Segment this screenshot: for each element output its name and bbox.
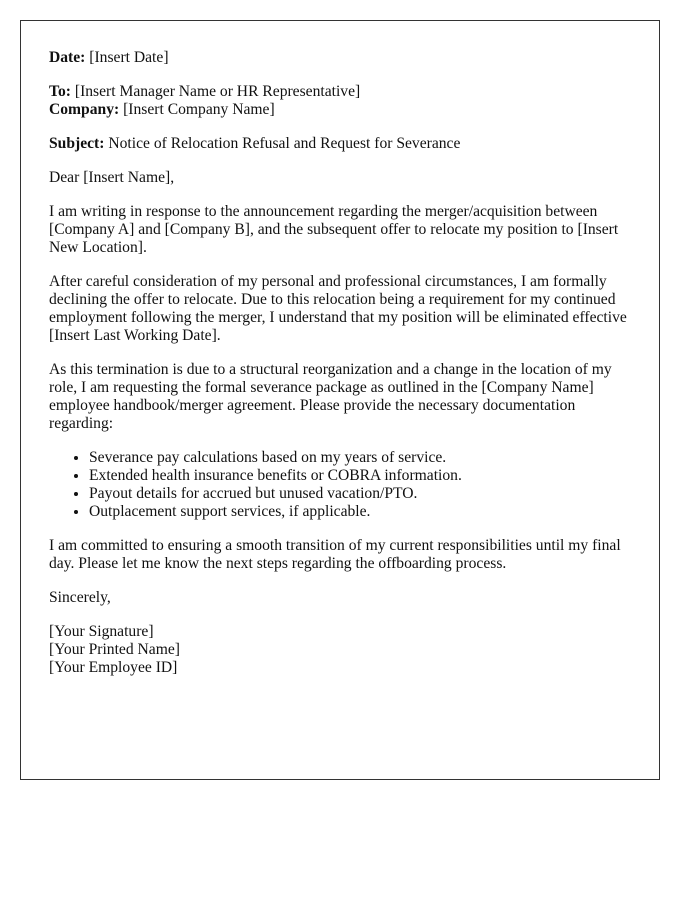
printed-name-line: [Your Printed Name] (49, 641, 180, 658)
subject-line (49, 135, 631, 153)
request-list-item: • Severance pay calculations based on my years of service. (89, 449, 631, 467)
body-paragraph-3: As this termination is due to a structural reorganization and a change in the location of my role, I am requesting the formal severance package as outlined in the [Company Name] employee handbook/merger agreement. Please provide the necessary documentation regarding: (49, 361, 612, 432)
body-paragraph-2: After careful consideration of my personal and professional circumstances, I am formally declining the offer to relocate. Due to this relocation being a requirement for my continued employment following the merger, I understand that my position will be eliminated effective [Insert Last Working Date]. (49, 273, 627, 344)
company-line (49, 101, 631, 119)
date-line (49, 49, 631, 67)
date-label: Date: (49, 49, 86, 66)
company-value: [Insert Company Name] (123, 101, 275, 118)
to-label: To: (49, 83, 71, 100)
closing-paragraph: I am committed to ensuring a smooth transition of my current responsibilities until my final day. Please let me know the next steps regarding the offboarding process. (49, 537, 621, 572)
body-paragraph-1: I am writing in response to the announcement regarding the merger/acquisition between [Company A] and [Company B], and the subsequent offer to relocate my position to [Insert New Location]. (49, 203, 619, 256)
subject-label: Subject: (49, 135, 105, 152)
signature-block (49, 623, 631, 677)
request-list-item: • Outplacement support services, if applicable. (89, 503, 631, 521)
signature-line: [Your Signature] (49, 623, 154, 640)
company-label: Company: (49, 101, 120, 118)
request-list (49, 449, 631, 521)
request-list-item: • Payout details for accrued but unused vacation/PTO. (89, 485, 631, 503)
salutation: Dear [Insert Name], (49, 169, 175, 186)
closing: Sincerely, (49, 589, 111, 606)
employee-id-line: [Your Employee ID] (49, 659, 178, 676)
date-value: [Insert Date] (89, 49, 169, 66)
to-value: [Insert Manager Name or HR Representative] (74, 83, 361, 100)
recipient-line (49, 83, 631, 101)
letter-document (20, 20, 660, 780)
subject-value: Notice of Relocation Refusal and Request for Severance (108, 135, 461, 152)
request-list-item: • Extended health insurance benefits or COBRA information. (89, 467, 631, 485)
